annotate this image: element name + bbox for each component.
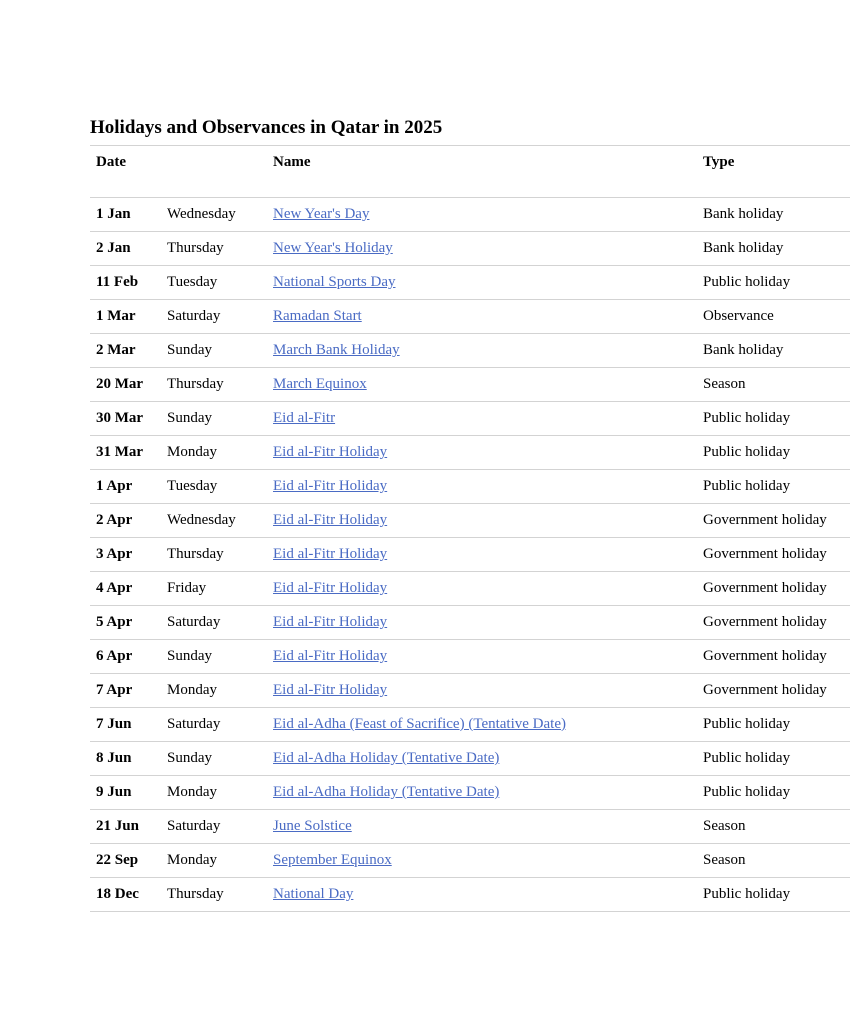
table-body [90,198,850,912]
holiday-name-link[interactable]: Eid al-Fitr Holiday [273,682,388,698]
holiday-name-link[interactable]: Eid al-Fitr Holiday [273,614,388,630]
holiday-date: 1 Apr [90,470,161,504]
holiday-weekday: Saturday [161,606,267,640]
header-date: Date [90,146,161,198]
holiday-name-cell [267,504,697,538]
holiday-weekday: Wednesday [161,504,267,538]
holiday-name-link[interactable]: National Sports Day [273,274,396,290]
holiday-weekday: Wednesday [161,198,267,232]
holiday-name-link[interactable]: June Solstice [273,818,352,834]
holiday-name-link[interactable]: New Year's Day [273,206,370,222]
holiday-name-link[interactable]: New Year's Holiday [273,240,393,256]
holiday-type: Season [697,810,850,844]
table-row [90,878,850,912]
holiday-type: Government holiday [697,572,850,606]
holiday-name-cell [267,572,697,606]
holiday-type: Public holiday [697,742,850,776]
table-row [90,266,850,300]
holiday-weekday: Monday [161,776,267,810]
holiday-name-cell [267,844,697,878]
holiday-date: 11 Feb [90,266,161,300]
table-row [90,640,850,674]
holiday-type: Government holiday [697,640,850,674]
holiday-date: 8 Jun [90,742,161,776]
holiday-date: 5 Apr [90,606,161,640]
holiday-weekday: Saturday [161,300,267,334]
table-header-row [90,146,850,198]
holiday-name-link[interactable]: Eid al-Fitr Holiday [273,444,388,460]
holiday-weekday: Monday [161,674,267,708]
table-row [90,368,850,402]
holiday-date: 9 Jun [90,776,161,810]
holiday-type: Bank holiday [697,334,850,368]
table-row [90,436,850,470]
holiday-date: 1 Mar [90,300,161,334]
holiday-date: 2 Apr [90,504,161,538]
header-name: Name [267,146,697,198]
table-row [90,198,850,232]
table-row [90,742,850,776]
holiday-type: Public holiday [697,402,850,436]
table-row [90,674,850,708]
holiday-type: Public holiday [697,470,850,504]
holiday-date: 4 Apr [90,572,161,606]
table-row [90,504,850,538]
table-row [90,572,850,606]
table-row [90,470,850,504]
holiday-name-cell [267,742,697,776]
holiday-type: Public holiday [697,878,850,912]
holiday-name-link[interactable]: Ramadan Start [273,308,362,324]
holiday-name-link[interactable]: March Equinox [273,376,367,392]
holiday-name-link[interactable]: September Equinox [273,852,392,868]
holiday-name-cell [267,334,697,368]
holidays-table [90,145,850,912]
holiday-date: 21 Jun [90,810,161,844]
holiday-name-link[interactable]: Eid al-Adha (Feast of Sacrifice) (Tentative Date) [273,716,566,732]
holiday-name-cell [267,878,697,912]
holiday-type: Government holiday [697,504,850,538]
table-row [90,708,850,742]
header-type: Type [697,146,850,198]
holiday-date: 7 Apr [90,674,161,708]
holiday-weekday: Sunday [161,402,267,436]
holiday-weekday: Monday [161,844,267,878]
page-title: Holidays and Observances in Qatar in 2025 [90,117,443,138]
holiday-name-cell [267,402,697,436]
holiday-date: 22 Sep [90,844,161,878]
holiday-type: Public holiday [697,708,850,742]
holiday-weekday: Tuesday [161,266,267,300]
holiday-date: 1 Jan [90,198,161,232]
header-day [161,146,267,198]
holiday-name-cell [267,198,697,232]
holiday-name-cell [267,368,697,402]
holiday-name-cell [267,606,697,640]
table-row [90,300,850,334]
holiday-weekday: Thursday [161,368,267,402]
table-row [90,844,850,878]
table-row [90,402,850,436]
holiday-type: Government holiday [697,606,850,640]
holiday-type: Season [697,844,850,878]
holiday-name-link[interactable]: Eid al-Fitr Holiday [273,478,388,494]
holiday-name-link[interactable]: Eid al-Fitr Holiday [273,512,388,528]
holiday-name-link[interactable]: National Day [273,886,354,902]
holiday-type: Observance [697,300,850,334]
holiday-name-link[interactable]: Eid al-Fitr Holiday [273,580,388,596]
holiday-type: Government holiday [697,674,850,708]
table-row [90,606,850,640]
holiday-name-cell [267,538,697,572]
holiday-weekday: Thursday [161,538,267,572]
holiday-name-cell [267,266,697,300]
holiday-weekday: Sunday [161,742,267,776]
holiday-name-cell [267,232,697,266]
holiday-type: Public holiday [697,266,850,300]
holiday-name-link[interactable]: Eid al-Adha Holiday (Tentative Date) [273,750,500,766]
holiday-weekday: Sunday [161,640,267,674]
holiday-type: Public holiday [697,436,850,470]
holiday-weekday: Friday [161,572,267,606]
holiday-name-cell [267,436,697,470]
holiday-name-link[interactable]: Eid al-Fitr Holiday [273,648,388,664]
holiday-name-link[interactable]: Eid al-Fitr Holiday [273,546,388,562]
holiday-weekday: Sunday [161,334,267,368]
holiday-name-cell [267,776,697,810]
holiday-name-cell [267,640,697,674]
holiday-name-cell [267,810,697,844]
table-row [90,538,850,572]
holiday-date: 18 Dec [90,878,161,912]
holiday-weekday: Thursday [161,878,267,912]
holiday-weekday: Saturday [161,810,267,844]
holiday-type: Public holiday [697,776,850,810]
table-row [90,334,850,368]
holiday-name-link[interactable]: March Bank Holiday [273,342,400,358]
holiday-date: 3 Apr [90,538,161,572]
holiday-type: Bank holiday [697,198,850,232]
holidays-section [90,116,827,912]
holiday-name-cell [267,708,697,742]
holiday-date: 2 Mar [90,334,161,368]
holiday-name-cell [267,470,697,504]
holiday-date: 31 Mar [90,436,161,470]
holiday-date: 30 Mar [90,402,161,436]
holiday-name-cell [267,674,697,708]
holiday-date: 2 Jan [90,232,161,266]
holiday-name-link[interactable]: Eid al-Adha Holiday (Tentative Date) [273,784,500,800]
table-row [90,232,850,266]
table-row [90,776,850,810]
holiday-name-cell [267,300,697,334]
holiday-weekday: Tuesday [161,470,267,504]
holiday-type: Season [697,368,850,402]
holiday-weekday: Saturday [161,708,267,742]
holiday-name-link[interactable]: Eid al-Fitr [273,410,336,426]
holiday-weekday: Monday [161,436,267,470]
holiday-type: Government holiday [697,538,850,572]
holiday-date: 7 Jun [90,708,161,742]
holiday-weekday: Thursday [161,232,267,266]
holiday-date: 20 Mar [90,368,161,402]
table-row [90,810,850,844]
holiday-type: Bank holiday [697,232,850,266]
holiday-date: 6 Apr [90,640,161,674]
